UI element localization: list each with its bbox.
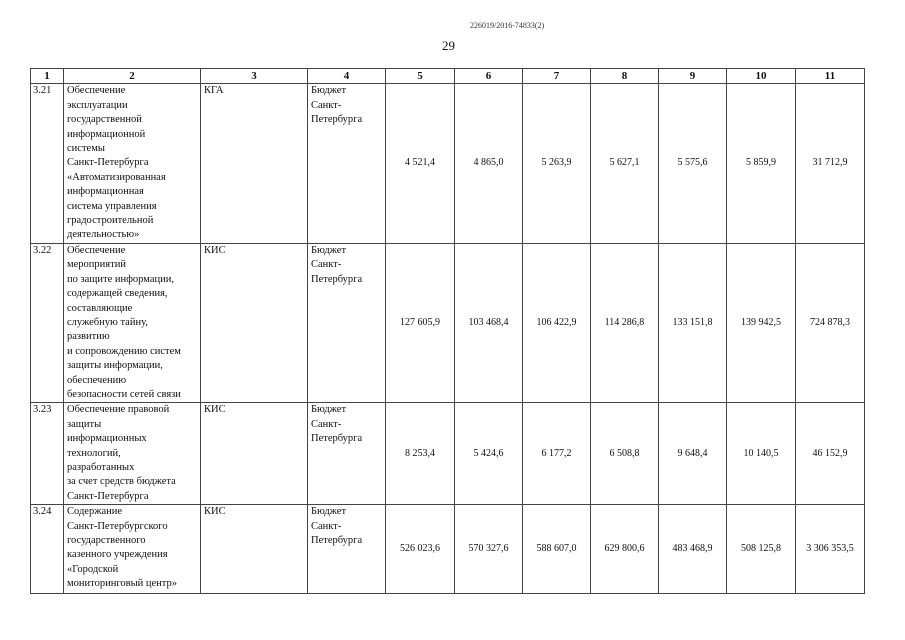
row-value: 10 140,5	[727, 403, 796, 505]
description-line: Санкт-Петербурга	[67, 157, 149, 169]
row-value: 5 859,9	[727, 84, 796, 243]
table-row	[31, 505, 865, 594]
description-line: составляющие	[67, 302, 133, 314]
row-value: 139 942,5	[727, 243, 796, 402]
row-value: 103 468,4	[455, 243, 523, 402]
column-header: 10	[727, 69, 796, 84]
row-value: 5 627,1	[591, 84, 659, 243]
row-value: 31 712,9	[796, 84, 865, 243]
source-line: Петербурга	[311, 114, 363, 126]
description-line: государственного	[67, 535, 146, 546]
description-line: развитию	[67, 331, 110, 343]
source-line: Бюджет	[311, 244, 347, 256]
column-header: 2	[64, 69, 201, 84]
row-value: 114 286,8	[591, 243, 659, 402]
row-value: 4 865,0	[455, 84, 523, 243]
description-line: Санкт-Петербурга	[67, 490, 149, 502]
description-line: градостроительной	[67, 215, 154, 227]
row-index: 3.22	[31, 243, 64, 402]
table-row	[31, 243, 865, 402]
row-index: 3.23	[31, 403, 64, 505]
description-line: Санкт-Петербургского	[67, 520, 168, 532]
description-line: Содержание	[67, 506, 123, 518]
row-value: 46 152,9	[796, 403, 865, 505]
column-header: 5	[386, 69, 455, 84]
column-header: 3	[201, 69, 308, 84]
budget-table	[30, 68, 865, 594]
row-value: 483 468,9	[659, 505, 727, 594]
description-line: защиты	[67, 418, 102, 430]
page-number: 29	[442, 38, 455, 53]
row-value: 570 327,6	[455, 505, 523, 594]
column-header: 6	[455, 69, 523, 84]
description-line: деятельностью»	[67, 229, 140, 241]
document-id: 226019/2016-74833(2)	[470, 21, 545, 30]
column-header: 11	[796, 69, 865, 84]
row-description	[64, 403, 201, 505]
description-line: мониторинговый центр»	[67, 578, 177, 590]
source-line: Санкт-	[311, 520, 342, 532]
source-line: Петербурга	[311, 433, 363, 445]
description-line: информационных	[67, 433, 147, 445]
row-value: 6 177,2	[523, 403, 591, 505]
description-line: системы	[67, 143, 105, 155]
row-description	[64, 505, 201, 594]
description-line: обеспечению	[67, 374, 127, 386]
row-executor: КИС	[201, 505, 308, 594]
row-value: 6 508,8	[591, 403, 659, 505]
row-funding-source	[308, 403, 386, 505]
description-line: разработанных	[67, 461, 135, 473]
source-line: Петербурга	[311, 535, 363, 546]
description-line: технологий,	[67, 447, 121, 459]
row-value: 4 521,4	[386, 84, 455, 243]
row-value: 629 800,6	[591, 505, 659, 594]
description-line: Обеспечение	[67, 85, 126, 97]
description-line: служебную тайну,	[67, 316, 148, 328]
description-line: по защите информации,	[67, 273, 174, 285]
description-line: «Автоматизированная	[67, 171, 166, 183]
row-funding-source	[308, 505, 386, 594]
row-value: 133 151,8	[659, 243, 727, 402]
row-value: 724 878,3	[796, 243, 865, 402]
description-line: «Городской	[67, 563, 119, 575]
column-header: 1	[31, 69, 64, 84]
description-line: Обеспечение	[67, 244, 126, 256]
row-executor: КИС	[201, 243, 308, 402]
row-index: 3.24	[31, 505, 64, 594]
header-row	[31, 69, 865, 84]
column-header: 4	[308, 69, 386, 84]
row-value: 8 253,4	[386, 403, 455, 505]
row-funding-source	[308, 243, 386, 402]
row-value: 3 306 353,5	[796, 505, 865, 594]
description-line: Обеспечение правовой	[67, 404, 170, 416]
row-executor: КГА	[201, 84, 308, 243]
description-line: государственной	[67, 114, 142, 126]
source-line: Бюджет	[311, 404, 347, 416]
description-line: информационная	[67, 186, 144, 198]
source-line: Санкт-	[311, 99, 342, 111]
row-description	[64, 84, 201, 243]
source-line: Бюджет	[311, 85, 347, 97]
row-value: 526 023,6	[386, 505, 455, 594]
description-line: и сопровождению систем	[67, 345, 181, 357]
column-header: 7	[523, 69, 591, 84]
column-header: 8	[591, 69, 659, 84]
source-line: Бюджет	[311, 506, 347, 518]
row-value: 508 125,8	[727, 505, 796, 594]
description-line: мероприятий	[67, 259, 126, 271]
row-value: 9 648,4	[659, 403, 727, 505]
description-line: за счет средств бюджета	[67, 476, 176, 488]
row-executor: КИС	[201, 403, 308, 505]
description-line: система управления	[67, 200, 157, 212]
table-row	[31, 84, 865, 243]
column-header: 9	[659, 69, 727, 84]
description-line: содержащей сведения,	[67, 288, 168, 300]
table-row	[31, 403, 865, 505]
description-line: казенного учреждения	[67, 549, 168, 561]
row-index: 3.21	[31, 84, 64, 243]
description-line: эксплуатации	[67, 99, 128, 111]
row-value: 127 605,9	[386, 243, 455, 402]
row-value: 5 424,6	[455, 403, 523, 505]
row-value: 5 575,6	[659, 84, 727, 243]
source-line: Санкт-	[311, 418, 342, 430]
source-line: Санкт-	[311, 259, 342, 271]
row-value: 106 422,9	[523, 243, 591, 402]
description-line: защиты информации,	[67, 360, 163, 372]
description-line: информационной	[67, 128, 146, 140]
row-value: 5 263,9	[523, 84, 591, 243]
row-funding-source	[308, 84, 386, 243]
row-description	[64, 243, 201, 402]
source-line: Петербурга	[311, 273, 363, 285]
row-value: 588 607,0	[523, 505, 591, 594]
description-line: безопасности сетей связи	[67, 388, 181, 400]
